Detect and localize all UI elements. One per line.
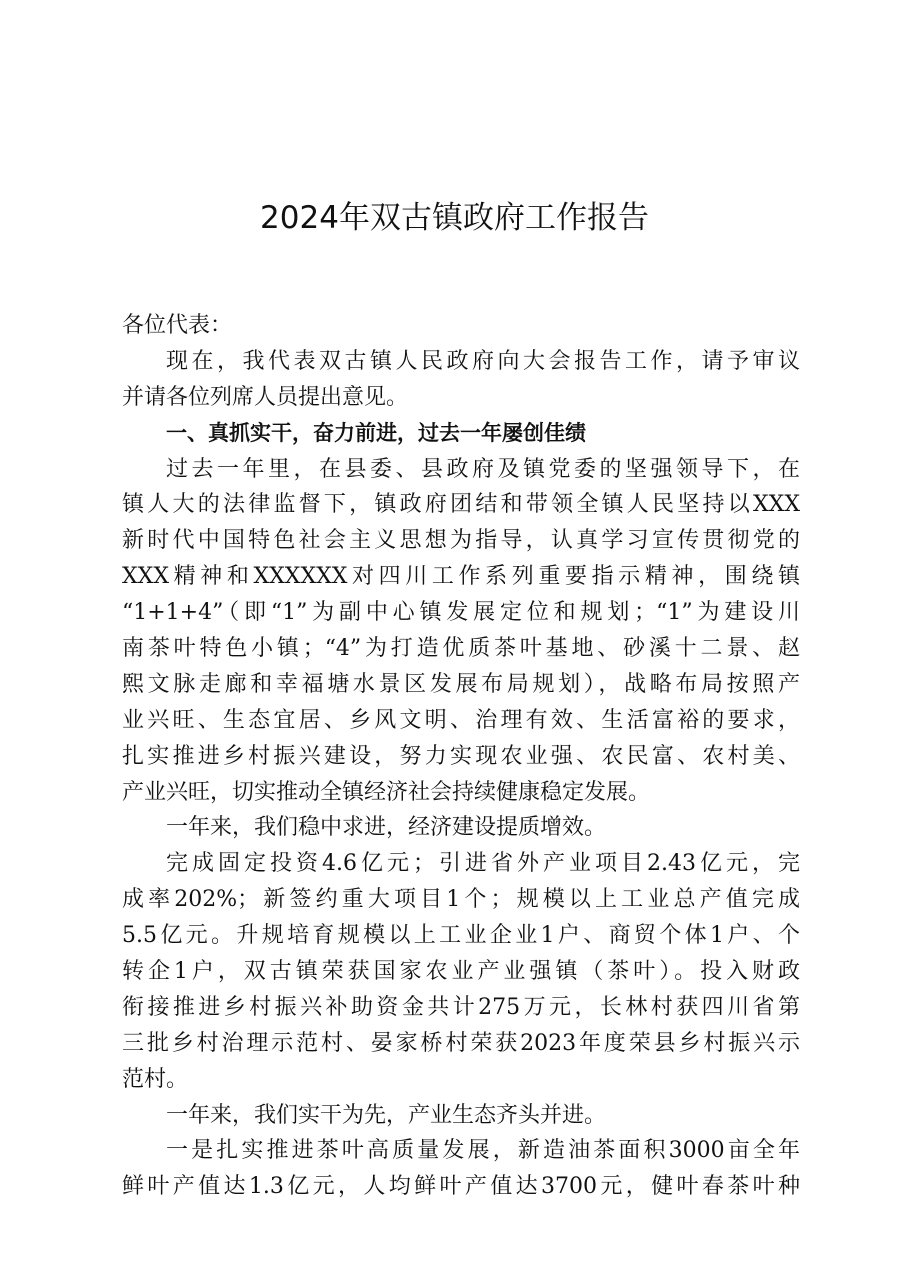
document-body	[122, 308, 800, 1205]
paragraph-line: XXX精神和XXXXXX对四川工作系列重要指示精神，围绕镇	[122, 564, 800, 590]
paragraph-line: 完成固定投资4.6亿元；引进省外产业项目2.43亿元，完	[166, 851, 800, 877]
paragraph-line: 转企1户，双古镇荣获国家农业产业强镇（茶叶）。投入财政	[122, 959, 800, 985]
paragraph-line: 鲜叶产值达1.3亿元，人均鲜叶产值达3700元，健叶春茶叶种	[122, 1174, 800, 1200]
paragraph-line: 范村。	[122, 1066, 189, 1092]
paragraph-line: 过去一年里，在县委、县政府及镇党委的坚强领导下，在	[166, 456, 800, 482]
paragraph-line: 镇人大的法律监督下，镇政府团结和带领全镇人民坚持以XXX	[122, 492, 800, 518]
paragraph-line: 一年来，我们实干为先，产业生态齐头并进。	[166, 1102, 607, 1128]
paragraph-line: 成率202%；新签约重大项目1个；规模以上工业总产值完成	[122, 887, 800, 913]
section-heading: 一、真抓实干，奋力前进，过去一年屡创佳绩	[166, 420, 586, 445]
document-title: 2024年双古镇政府工作报告	[260, 200, 649, 236]
paragraph-line: 一年来，我们稳中求进，经济建设提质增效。	[166, 815, 607, 841]
salutation: 各位代表：	[122, 313, 233, 338]
paragraph-line: 扎实推进乡村振兴建设，努力实现农业强、农民富、农村美、	[122, 743, 800, 769]
paragraph-line: 现在，我代表双古镇人民政府向大会报告工作，请予审议	[166, 348, 800, 374]
paragraph-line: 衔接推进乡村振兴补助资金共计275万元，长林村获四川省第	[122, 994, 800, 1020]
paragraph-line: 新时代中国特色社会主义思想为指导，认真学习宣传贯彻党的	[122, 528, 800, 554]
paragraph-line: “1+1+4”（即“1”为副中心镇发展定位和规划；“1”为建设川	[122, 600, 800, 626]
paragraph-line: 三批乡村治理示范村、晏家桥村荣获2023年度荣县乡村振兴示	[122, 1030, 800, 1056]
paragraph-line: 一是扎实推进茶叶高质量发展，新造油茶面积3000亩全年	[166, 1138, 800, 1164]
paragraph-line: 南茶叶特色小镇；“4”为打造优质茶叶基地、砂溪十二景、赵	[122, 636, 800, 662]
paragraph-line: 并请各位列席人员提出意见。	[122, 384, 409, 410]
paragraph-line: 业兴旺、生态宜居、乡风文明、治理有效、生活富裕的要求，	[122, 707, 800, 733]
paragraph-line: 5.5亿元。升规培育规模以上工业企业1户、商贸个体1户、个	[122, 923, 800, 949]
paragraph-line: 熙文脉走廊和幸福塘水景区发展布局规划），战略布局按照产	[122, 671, 800, 697]
paragraph-line: 产业兴旺，切实推动全镇经济社会持续健康稳定发展。	[122, 779, 651, 805]
